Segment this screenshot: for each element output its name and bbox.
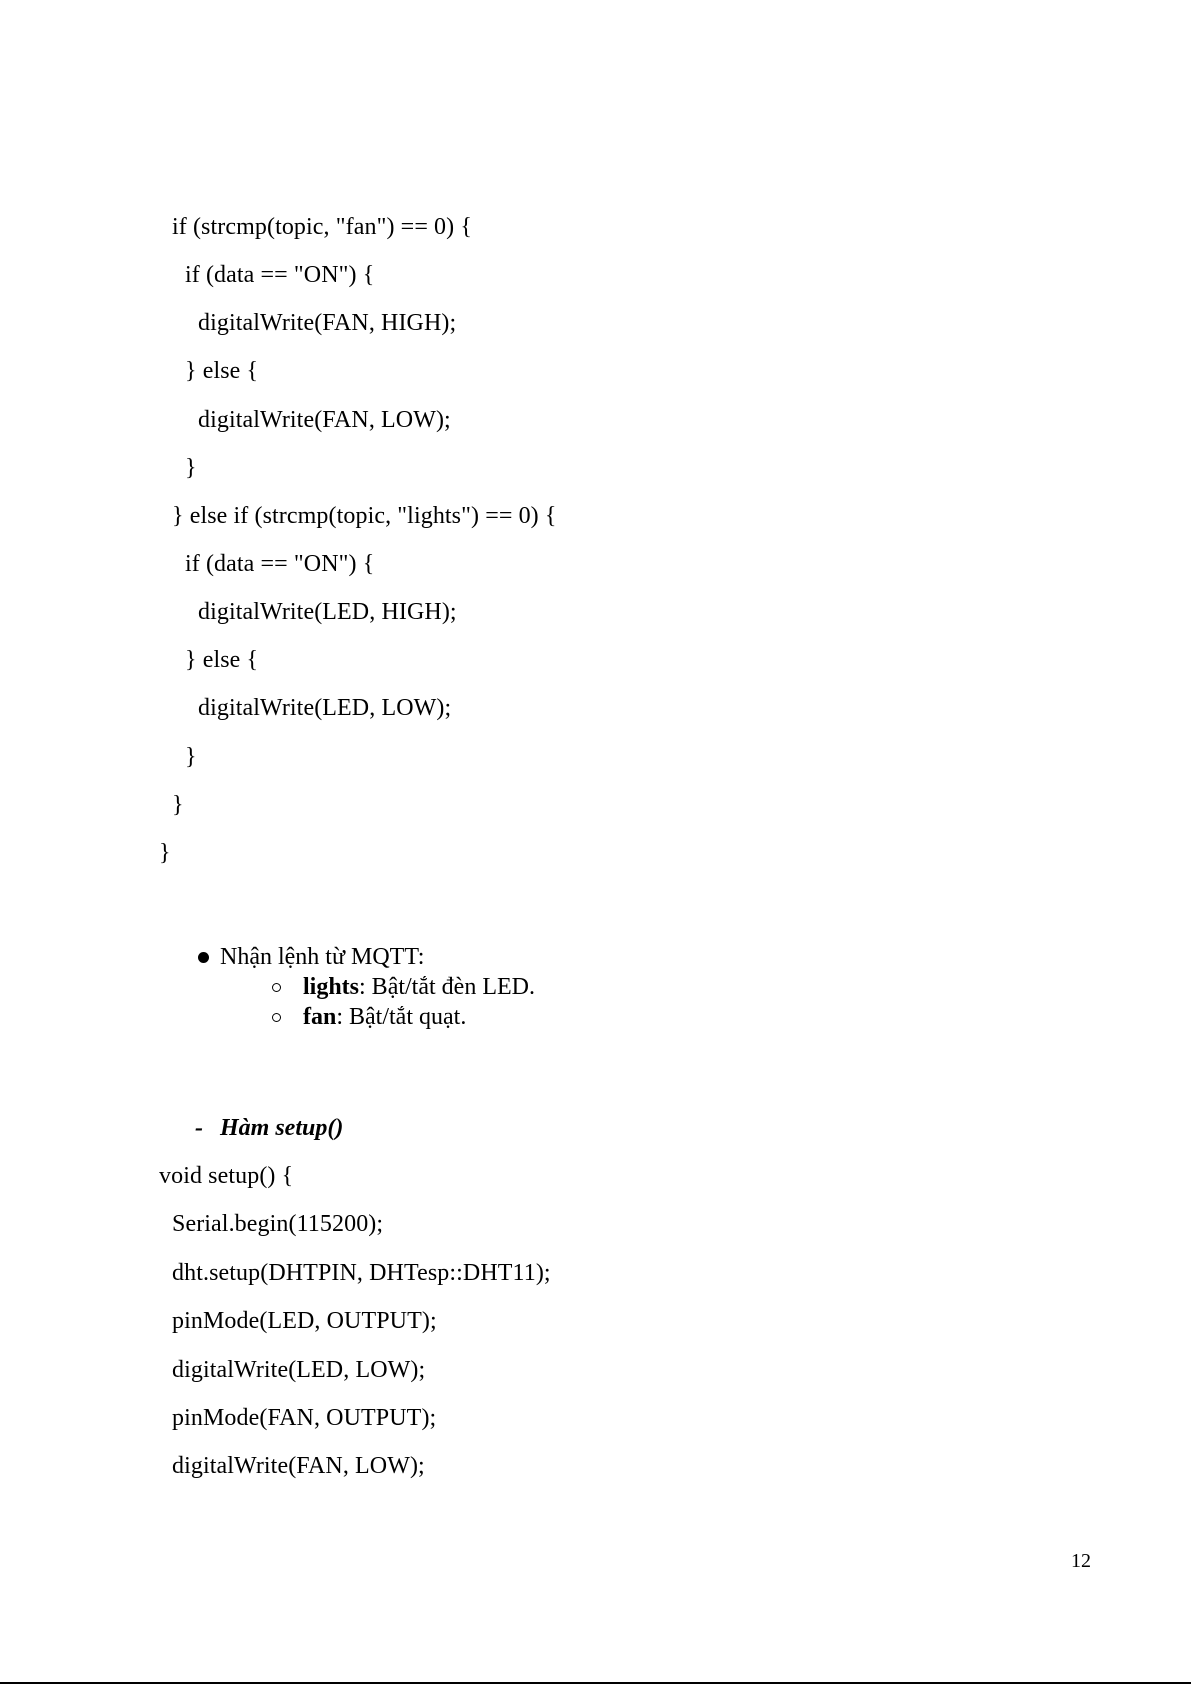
bullet-circle-icon: [272, 1013, 281, 1022]
code-line: digitalWrite(LED, LOW);: [198, 695, 452, 721]
code-line: dht.setup(DHTPIN, DHTesp::DHT11);: [172, 1260, 551, 1286]
code-line: if (data == "ON") {: [185, 262, 375, 288]
bullet-sub-fan: [303, 1002, 466, 1032]
code-line: Serial.begin(115200);: [172, 1211, 384, 1237]
section-heading: Hàm setup(): [220, 1115, 344, 1141]
bullet-circle-icon: [272, 983, 281, 992]
code-line: } else {: [185, 358, 259, 384]
code-line: digitalWrite(FAN, LOW);: [172, 1453, 425, 1479]
bullet-main: Nhận lệnh từ MQTT:: [220, 944, 425, 970]
code-line: } else {: [185, 647, 259, 673]
code-line: }: [172, 792, 184, 818]
code-line: digitalWrite(FAN, HIGH);: [198, 310, 457, 336]
bottom-divider: [0, 1682, 1191, 1684]
code-line: digitalWrite(FAN, LOW);: [198, 407, 451, 433]
code-line: }: [185, 455, 197, 481]
code-line: } else if (strcmp(topic, "lights") == 0) {: [172, 503, 557, 529]
code-line: pinMode(FAN, OUTPUT);: [172, 1405, 437, 1431]
code-line: if (data == "ON") {: [185, 551, 375, 577]
term-fan: fan: [303, 1004, 337, 1030]
code-line: }: [185, 744, 197, 770]
code-line: void setup() {: [159, 1163, 294, 1189]
term-lights: lights: [303, 974, 360, 1000]
section-heading-dash: -: [195, 1115, 203, 1141]
bullet-disc-icon: [198, 952, 209, 963]
code-line: digitalWrite(LED, HIGH);: [198, 599, 457, 625]
page-number: 12: [1071, 1550, 1091, 1572]
code-line: pinMode(LED, OUTPUT);: [172, 1308, 437, 1334]
code-line: digitalWrite(LED, LOW);: [172, 1357, 426, 1383]
desc-lights: : Bật/tắt đèn LED.: [359, 974, 535, 1000]
bullet-sub-lights: [303, 972, 535, 1002]
code-line: if (strcmp(topic, "fan") == 0) {: [172, 214, 472, 240]
code-line: }: [159, 840, 171, 866]
desc-fan: : Bật/tắt quạt.: [336, 1004, 467, 1030]
